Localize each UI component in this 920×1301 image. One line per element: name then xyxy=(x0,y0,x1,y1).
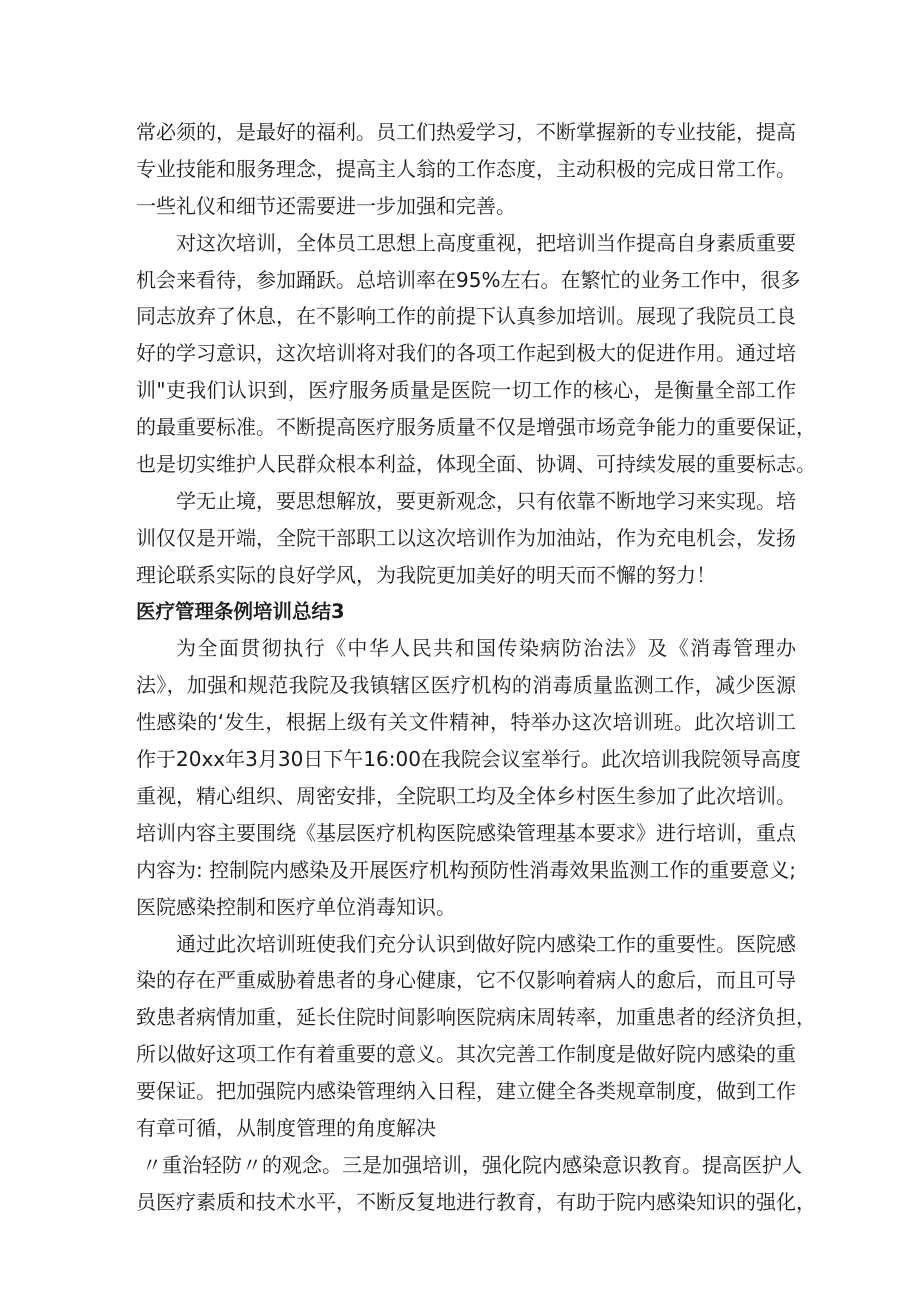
text-line: 对这次培训，全体员工思想上高度重视，把培训当作提高自身素质重要 xyxy=(176,230,796,255)
paragraph-benefits xyxy=(136,114,796,225)
text-line: 的最重要标准。不断提高医疗服务质量不仅是增强市场竞争能力的重要保证， xyxy=(136,415,816,440)
paragraph-attitude xyxy=(136,225,816,483)
text-line: 同志放弃了休息，在不影响工作的前提下认真参加培训。展现了我院员工良 xyxy=(136,304,796,329)
text-line: 为全面贯彻执行《中华人民共和国传染病防治法》及《消毒管理办 xyxy=(176,636,796,661)
text-line: 理论联系实际的良好学风，为我院更加美好的明天而不懈的努力！ xyxy=(136,562,716,587)
paragraph-learning xyxy=(136,483,796,594)
section-heading: 医疗管理条例培训总结3 xyxy=(136,599,345,623)
text-line: 专业技能和服务理念，提高主人翁的工作态度，主动积极的完成日常工作。 xyxy=(136,156,796,181)
text-line: 机会来看待，参加踊跃。总培训率在95%左右。在繁忙的业务工作中，很多 xyxy=(136,267,801,292)
text-line: 好的学习意识，这次培训将对我们的各项工作起到极大的促进作用。通过培 xyxy=(136,341,796,366)
text-line: 训仅仅是开端，全院干部职工以这次培训作为加油站，作为充电机会，发扬 xyxy=(136,525,796,550)
paragraph-prevention xyxy=(136,1147,816,1221)
paragraph-infection-control xyxy=(136,926,816,1147)
text-line: 训"吏我们认识到，医疗服务质量是医院一切工作的核心，是衡量全部工作 xyxy=(136,378,796,403)
text-line: 医院感染控制和医疗单位消毒知识。 xyxy=(136,894,456,919)
text-line: 学无止境，要思想解放，要更新观念，只有依靠不断地学习来实现。培 xyxy=(176,488,796,513)
text-line: 作于20xx年3月30日下午16:00在我院会议室举行。此次培训我院领导高度 xyxy=(136,747,801,772)
text-line: 一些礼仪和细节还需要进一步加强和完善。 xyxy=(136,193,516,218)
text-line: 通过此次培训班使我们充分认识到做好院内感染工作的重要性。医院感 xyxy=(176,931,796,956)
text-line: 性感染的‘发生，根据上级有关文件精神，特举办这次培训班。此次培训工 xyxy=(136,710,796,735)
text-line: 染的存在严重威胁着患者的身心健康，它不仅影响着病人的愈后，而且可导 xyxy=(136,968,796,993)
text-line: 致患者病情加重，延长住院时间影响医院病床周转率，加重患者的经济负担， xyxy=(136,1005,816,1030)
text-line: 所以做好这项工作有着重要的意义。其次完善工作制度是做好院内感染的重 xyxy=(136,1042,796,1067)
text-line: 员医疗素质和技术水平，不断反复地进行教育，有助于院内感染知识的强化， xyxy=(136,1189,816,1214)
text-line: 有章可循，从制度管理的角度解决 xyxy=(136,1116,436,1141)
text-line: 培训内容主要围绕《基层医疗机构医院感染管理基本要求》进行培训，重点 xyxy=(136,820,796,845)
text-line: 要保证。把加强院内感染管理纳入日程，建立健全各类规章制度，做到工作 xyxy=(136,1079,796,1104)
text-line: 内容为: 控制院内感染及开展医疗机构预防性消毒效果监测工作的重要意义; xyxy=(136,857,796,882)
text-line: 法》，加强和规范我院及我镇辖区医疗机构的消毒质量监测工作，减少医源 xyxy=(136,673,796,698)
text-line: 常必须的，是最好的福利。员工们热爱学习，不断掌握新的专业技能，提高 xyxy=(136,120,796,144)
text-line: 也是切实维护人民群众根本利益，体现全面、协调、可持续发展的重要标志。 xyxy=(136,452,816,477)
text-line: 重视，精心组织、周密安排，全院职工均及全体乡村医生参加了此次培训。 xyxy=(136,784,796,809)
document-body xyxy=(136,114,816,1221)
text-line: 〃重治轻防〃的观念。三是加强培训，强化院内感染意识教育。提高医护人 xyxy=(142,1152,802,1177)
paragraph-training-intro xyxy=(136,630,801,925)
